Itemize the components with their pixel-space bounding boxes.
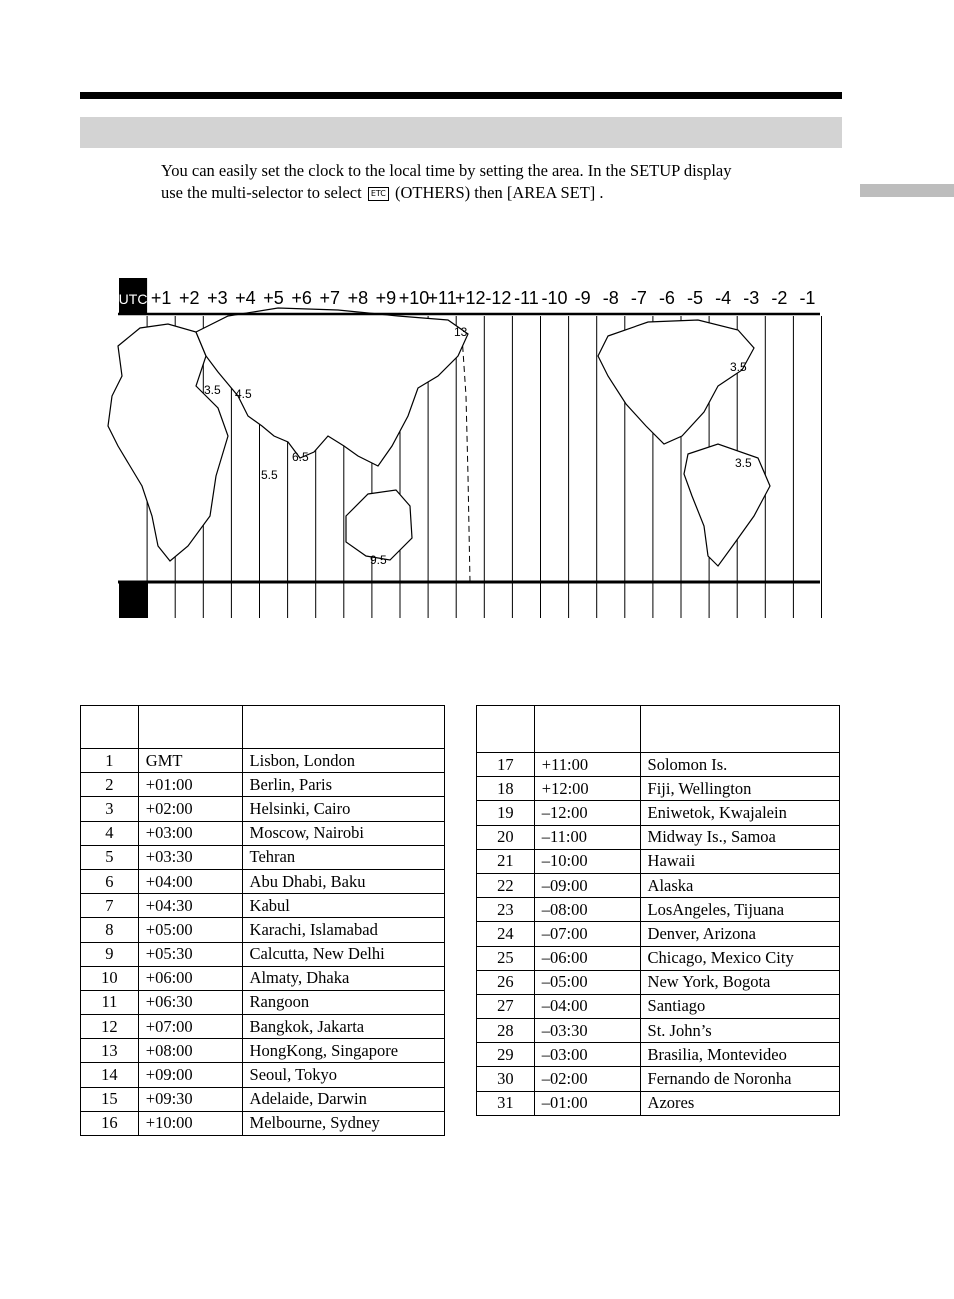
map-label-5-5: 5.5 xyxy=(261,468,278,482)
zone-label: -12 xyxy=(485,288,512,308)
table-row xyxy=(477,801,840,825)
zone-label: -8 xyxy=(602,288,619,308)
utc-offset-cell: +09:00 xyxy=(138,1063,242,1087)
city-cell: Abu Dhabi, Baku xyxy=(242,869,444,893)
table-header-row xyxy=(81,706,445,749)
table-row xyxy=(477,970,840,994)
city-cell: Midway Is., Samoa xyxy=(640,825,839,849)
intro-line-1: You can easily set the clock to the local time by setting the area. In the SETUP display xyxy=(161,161,732,180)
utc-offset-cell: +04:00 xyxy=(138,869,242,893)
city-cell: Rangoon xyxy=(242,990,444,1014)
utc-offset-cell: –04:00 xyxy=(534,994,640,1018)
city-cell: LosAngeles, Tijuana xyxy=(640,898,839,922)
area-number-cell: 20 xyxy=(477,825,535,849)
area-number-cell: 15 xyxy=(81,1087,139,1111)
city-cell: Lisbon, London xyxy=(242,749,444,773)
zone-label: +9 xyxy=(375,288,397,308)
table-row xyxy=(81,773,445,797)
time-zone-table-left xyxy=(80,705,445,1136)
table-row xyxy=(81,1015,445,1039)
utc-offset-cell: –09:00 xyxy=(534,873,640,897)
area-number-cell: 26 xyxy=(477,970,535,994)
etc-icon: ETC xyxy=(368,187,389,201)
header-cell xyxy=(640,706,839,753)
zone-label: +2 xyxy=(178,288,200,308)
city-cell: Calcutta, New Delhi xyxy=(242,942,444,966)
city-cell: Karachi, Islamabad xyxy=(242,918,444,942)
city-cell: Azores xyxy=(640,1091,839,1115)
city-cell: Santiago xyxy=(640,994,839,1018)
city-cell: Solomon Is. xyxy=(640,753,839,777)
area-number-cell: 3 xyxy=(81,797,139,821)
city-cell: Brasilia, Montevideo xyxy=(640,1043,839,1067)
section-header-bar xyxy=(80,117,842,148)
area-number-cell: 18 xyxy=(477,777,535,801)
area-number-cell: 16 xyxy=(81,1111,139,1135)
city-cell: Fernando de Noronha xyxy=(640,1067,839,1091)
utc-offset-cell: +07:00 xyxy=(138,1015,242,1039)
table-header-row xyxy=(477,706,840,753)
zone-label: -3 xyxy=(743,288,760,308)
area-number-cell: 29 xyxy=(477,1043,535,1067)
side-thumb-tab xyxy=(860,184,954,197)
table-row xyxy=(81,1111,445,1135)
table-row xyxy=(81,845,445,869)
area-number-cell: 11 xyxy=(81,990,139,1014)
city-cell: Tehran xyxy=(242,845,444,869)
map-label-6-5: 6.5 xyxy=(292,450,309,464)
utc-offset-cell: +06:00 xyxy=(138,966,242,990)
table-row xyxy=(477,946,840,970)
utc-offset-cell: +11:00 xyxy=(534,753,640,777)
zone-label: +1 xyxy=(150,288,172,308)
city-cell: Helsinki, Cairo xyxy=(242,797,444,821)
table-row xyxy=(477,1067,840,1091)
table-row xyxy=(477,1019,840,1043)
intro-paragraph xyxy=(161,160,831,204)
area-number-cell: 2 xyxy=(81,773,139,797)
city-cell: Hawaii xyxy=(640,849,839,873)
area-number-cell: 7 xyxy=(81,894,139,918)
table-row xyxy=(81,1087,445,1111)
utc-offset-cell: GMT xyxy=(138,749,242,773)
map-label-9-5: 9.5 xyxy=(370,553,387,567)
table-row xyxy=(477,1043,840,1067)
table-row xyxy=(81,894,445,918)
utc-offset-cell: –08:00 xyxy=(534,898,640,922)
area-number-cell: 19 xyxy=(477,801,535,825)
city-cell: Kabul xyxy=(242,894,444,918)
area-number-cell: 14 xyxy=(81,1063,139,1087)
city-cell: Moscow, Nairobi xyxy=(242,821,444,845)
area-number-cell: 6 xyxy=(81,869,139,893)
zone-header xyxy=(119,278,816,314)
date-line xyxy=(462,336,470,582)
zone-label: +3 xyxy=(207,288,228,308)
map-label-3-5-west: 3.5 xyxy=(204,383,221,397)
zone-label: +5 xyxy=(263,288,284,308)
continent-north-america xyxy=(598,320,754,444)
city-cell: Berlin, Paris xyxy=(242,773,444,797)
table-row xyxy=(81,942,445,966)
area-number-cell: 10 xyxy=(81,966,139,990)
city-cell: Almaty, Dhaka xyxy=(242,966,444,990)
utc-offset-cell: –07:00 xyxy=(534,922,640,946)
utc-offset-cell: +08:00 xyxy=(138,1039,242,1063)
area-number-cell: 4 xyxy=(81,821,139,845)
utc-offset-cell: –01:00 xyxy=(534,1091,640,1115)
utc-offset-cell: –12:00 xyxy=(534,801,640,825)
utc-offset-cell: +03:00 xyxy=(138,821,242,845)
zone-label: +6 xyxy=(291,288,312,308)
zone-label: -1 xyxy=(799,288,816,308)
utc-offset-cell: +02:00 xyxy=(138,797,242,821)
table-row xyxy=(81,1063,445,1087)
zone-label: -5 xyxy=(687,288,704,308)
time-zone-world-map xyxy=(78,276,823,622)
area-number-cell: 21 xyxy=(477,849,535,873)
city-cell: Fiji, Wellington xyxy=(640,777,839,801)
header-cell xyxy=(242,706,444,749)
utc-bottom-marker xyxy=(119,582,148,618)
table-row xyxy=(477,777,840,801)
utc-offset-cell: –11:00 xyxy=(534,825,640,849)
header-cell xyxy=(81,706,139,749)
table-row xyxy=(477,873,840,897)
table-row xyxy=(81,1039,445,1063)
table-row xyxy=(81,821,445,845)
intro-line-2-end: (OTHERS) then [AREA SET] . xyxy=(395,183,604,202)
table-row xyxy=(477,753,840,777)
zone-label: UTC xyxy=(118,291,148,307)
zone-label: +8 xyxy=(347,288,369,308)
utc-offset-cell: +12:00 xyxy=(534,777,640,801)
utc-offset-cell: –03:00 xyxy=(534,1043,640,1067)
table-row xyxy=(81,869,445,893)
table-row xyxy=(477,825,840,849)
zone-label: -2 xyxy=(771,288,788,308)
utc-offset-cell: –10:00 xyxy=(534,849,640,873)
city-cell: Bangkok, Jakarta xyxy=(242,1015,444,1039)
city-cell: Denver, Arizona xyxy=(640,922,839,946)
area-number-cell: 28 xyxy=(477,1019,535,1043)
table-row xyxy=(81,966,445,990)
city-cell: HongKong, Singapore xyxy=(242,1039,444,1063)
zone-label: -6 xyxy=(658,288,675,308)
header-cell xyxy=(477,706,535,753)
city-cell: Seoul, Tokyo xyxy=(242,1063,444,1087)
map-label-3-5-south: 3.5 xyxy=(735,456,752,470)
header-cell xyxy=(534,706,640,753)
area-number-cell: 9 xyxy=(81,942,139,966)
utc-offset-cell: –03:30 xyxy=(534,1019,640,1043)
continents xyxy=(108,308,770,566)
table-row xyxy=(477,898,840,922)
map-label-3-5-north: 3.5 xyxy=(730,360,747,374)
zone-label: +7 xyxy=(319,288,341,308)
area-number-cell: 24 xyxy=(477,922,535,946)
continent-australia xyxy=(346,490,412,560)
utc-offset-cell: +10:00 xyxy=(138,1111,242,1135)
area-number-cell: 31 xyxy=(477,1091,535,1115)
table-row xyxy=(81,990,445,1014)
area-number-cell: 27 xyxy=(477,994,535,1018)
zone-label: +11 xyxy=(427,288,457,308)
city-cell: Chicago, Mexico City xyxy=(640,946,839,970)
table-row xyxy=(477,994,840,1018)
area-number-cell: 17 xyxy=(477,753,535,777)
area-number-cell: 12 xyxy=(81,1015,139,1039)
map-label-4-5: 4.5 xyxy=(235,387,252,401)
area-number-cell: 25 xyxy=(477,946,535,970)
utc-offset-cell: +04:30 xyxy=(138,894,242,918)
city-cell: New York, Bogota xyxy=(640,970,839,994)
utc-offset-cell: +05:00 xyxy=(138,918,242,942)
zone-label: -9 xyxy=(574,288,591,308)
utc-offset-cell: +09:30 xyxy=(138,1087,242,1111)
area-number-cell: 8 xyxy=(81,918,139,942)
area-number-cell: 23 xyxy=(477,898,535,922)
city-cell: St. John’s xyxy=(640,1019,839,1043)
utc-offset-cell: –06:00 xyxy=(534,946,640,970)
map-label-13: 13 xyxy=(454,325,468,339)
intro-line-2-start: use the multi-selector to select xyxy=(161,183,362,202)
table-row xyxy=(477,1091,840,1115)
utc-offset-cell: –05:00 xyxy=(534,970,640,994)
zone-label: -4 xyxy=(715,288,732,308)
zone-label: +4 xyxy=(235,288,256,308)
utc-offset-cell: +05:30 xyxy=(138,942,242,966)
table-row xyxy=(81,749,445,773)
city-cell: Alaska xyxy=(640,873,839,897)
city-cell: Adelaide, Darwin xyxy=(242,1087,444,1111)
table-row xyxy=(477,922,840,946)
city-cell: Melbourne, Sydney xyxy=(242,1111,444,1135)
city-cell: Eniwetok, Kwajalein xyxy=(640,801,839,825)
area-number-cell: 13 xyxy=(81,1039,139,1063)
table-row xyxy=(81,918,445,942)
area-number-cell: 5 xyxy=(81,845,139,869)
area-number-cell: 22 xyxy=(477,873,535,897)
continent-south-america xyxy=(684,444,770,566)
utc-offset-cell: +01:00 xyxy=(138,773,242,797)
utc-offset-cell: +06:30 xyxy=(138,990,242,1014)
utc-offset-cell: –02:00 xyxy=(534,1067,640,1091)
table-row xyxy=(477,849,840,873)
zone-label: -7 xyxy=(630,288,647,308)
top-rule xyxy=(80,92,842,99)
time-zone-table-right xyxy=(476,705,840,1116)
area-number-cell: 30 xyxy=(477,1067,535,1091)
zone-label: -10 xyxy=(541,288,568,308)
utc-offset-cell: +03:30 xyxy=(138,845,242,869)
zone-label: -11 xyxy=(514,288,539,308)
zone-label: +10 xyxy=(398,288,430,308)
area-number-cell: 1 xyxy=(81,749,139,773)
header-cell xyxy=(138,706,242,749)
zone-label: +12 xyxy=(454,288,486,308)
table-row xyxy=(81,797,445,821)
